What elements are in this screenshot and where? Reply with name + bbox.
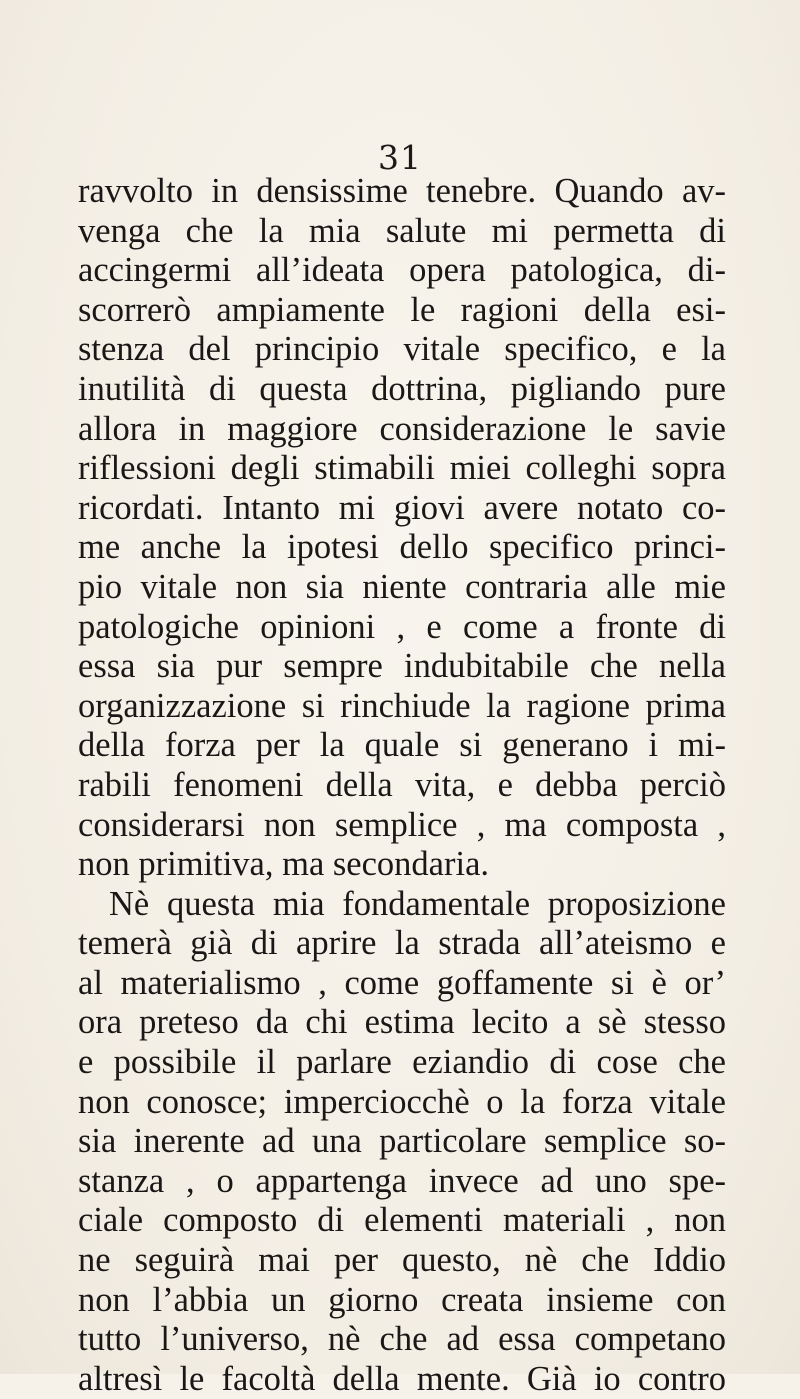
text-line: stenza del principio vitale specifico, e la: [78, 330, 726, 369]
body-text: [78, 172, 726, 1399]
text-line: ne seguirà mai per questo, nè che Iddio: [78, 1241, 726, 1280]
text-line: temerà già di aprire la strada all’ateismo e: [78, 924, 726, 963]
text-line: tutto l’universo, nè che ad essa competano: [78, 1320, 726, 1359]
text-line: venga che la mia salute mi permetta di: [78, 211, 726, 250]
text-line: e possibile il parlare eziandio di cose che: [78, 1043, 726, 1082]
text-line: considerarsi non semplice , ma composta ,: [78, 805, 726, 844]
text-line: scorrerò ampiamente le ragioni della esi-: [78, 290, 726, 329]
text-line: essa sia pur sempre indubitabile che nella: [78, 647, 726, 686]
text-line: organizzazione si rinchiude la ragione prima: [78, 686, 726, 725]
text-line: non l’abbia un giorno creata insieme con: [78, 1280, 726, 1319]
text-line: al materialismo , come goffamente si è or’: [78, 963, 726, 1002]
text-line: inutilità di questa dottrina, pigliando pure: [78, 369, 726, 408]
text-line: me anche la ipotesi dello specifico princi-: [78, 528, 726, 567]
page-number: 31: [378, 138, 422, 177]
text-line: accingermi all’ideata opera patologica, di-: [78, 251, 726, 290]
text-line: ricordati. Intanto mi giovi avere notato co-: [78, 488, 726, 527]
text-line: rabili fenomeni della vita, e debba perciò: [78, 765, 726, 804]
text-line: ravvolto in densissime tenebre. Quando av-: [78, 172, 726, 210]
text-line: pio vitale non sia niente contraria alle mie: [78, 567, 726, 606]
text-line: ora preteso da chi estima lecito a sè stesso: [78, 1003, 726, 1042]
text-line: della forza per la quale si generano i mi-: [78, 726, 726, 765]
text-line: non conosce; imperciocchè o la forza vitale: [78, 1082, 726, 1121]
text-line: stanza , o appartenga invece ad uno spe-: [78, 1161, 726, 1200]
text-line: sia inerente ad una particolare semplice so-: [78, 1122, 726, 1161]
text-line: altresì le facoltà della mente. Già io contro: [78, 1359, 726, 1398]
text-line: Nè questa mia fondamentale proposizione: [109, 884, 726, 923]
text-line: allora in maggiore considerazione le savie: [78, 409, 726, 448]
text-line: ciale composto di elementi materiali , non: [78, 1201, 726, 1240]
text-line: non primitiva, ma secondaria.: [78, 845, 490, 884]
text-line: patologiche opinioni , e come a fronte di: [78, 607, 726, 646]
text-line: riflessioni degli stimabili miei colleghi sopra: [78, 449, 726, 488]
